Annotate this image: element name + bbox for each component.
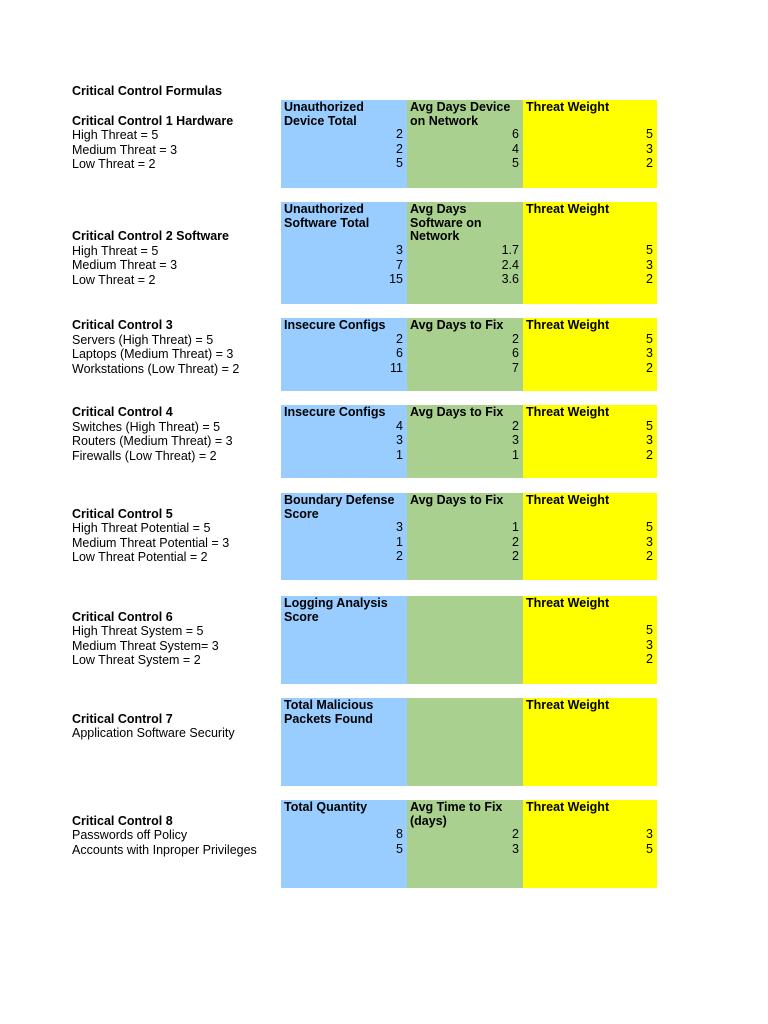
threat-line: Firewalls (Low Threat) = 2	[72, 448, 217, 463]
cell-value: 3	[646, 637, 653, 652]
column-values	[646, 127, 653, 171]
control-section-3	[0, 318, 768, 391]
cell-value: 1	[396, 534, 403, 549]
cell-value: 2	[396, 141, 403, 156]
cell-value: 7	[396, 257, 403, 272]
threat-weight-column	[523, 318, 657, 391]
column-values	[512, 827, 519, 856]
column-header	[284, 203, 404, 230]
column-header-line: Avg Days to Fix	[410, 493, 504, 507]
threat-line: Routers (Medium Threat) = 3	[72, 434, 233, 449]
column-values	[646, 827, 653, 856]
column-header-line: Threat Weight	[526, 318, 610, 332]
column-header-line: Total Malicious	[284, 698, 374, 712]
column-header-line: on Network	[410, 113, 479, 128]
cell-value: 4	[512, 141, 519, 156]
cell-value: 2	[396, 331, 403, 346]
column-values	[512, 127, 519, 171]
column-values	[512, 332, 519, 376]
column-header-line: Packets Found	[284, 711, 373, 726]
column-header-line: Threat Weight	[526, 202, 610, 216]
cell-value: 5	[646, 520, 653, 534]
column-header	[526, 801, 654, 815]
cell-value: 2	[396, 127, 403, 141]
column-header	[526, 101, 654, 115]
threat-line: Workstations (Low Threat) = 2	[72, 361, 240, 376]
column-header-line: Logging Analysis	[284, 596, 388, 610]
column-header	[526, 319, 654, 333]
column-header-line: Avg Days Device	[410, 100, 511, 114]
days-column	[407, 202, 523, 304]
column-values	[646, 623, 653, 667]
column-header-line: Threat Weight	[526, 800, 610, 814]
threat-line: Passwords off Policy	[72, 828, 188, 843]
days-column	[407, 698, 523, 786]
threat-weight-column	[523, 493, 657, 580]
control-heading: Critical Control 3	[72, 318, 173, 332]
cell-value: 3	[646, 827, 653, 841]
threat-weight-column	[523, 202, 657, 304]
control-label-block	[72, 405, 277, 463]
control-heading: Critical Control 4	[72, 405, 173, 419]
control-section-7	[0, 698, 768, 786]
threat-weight-column	[523, 405, 657, 478]
threat-line: Medium Threat = 3	[72, 258, 178, 273]
column-header-line: (days)	[410, 813, 447, 828]
cell-value: 3	[646, 534, 653, 549]
cell-value: 2	[646, 156, 653, 171]
threat-line: Low Threat = 2	[72, 272, 156, 287]
column-header	[410, 406, 520, 420]
column-values	[390, 332, 403, 376]
column-header-line: Software on	[410, 215, 482, 230]
column-header-line: Threat Weight	[526, 493, 610, 507]
column-header-line: Unauthorized	[284, 100, 364, 114]
cell-value: 5	[646, 418, 653, 433]
cell-value: 6	[512, 346, 519, 361]
column-header-line: Avg Days	[410, 202, 467, 216]
column-values	[389, 243, 403, 287]
control-section-1	[0, 100, 768, 188]
control-heading: Critical Control 6	[72, 609, 173, 624]
control-label-block	[72, 318, 277, 376]
column-header-line: Avg Days to Fix	[410, 318, 504, 332]
cell-value: 2	[646, 447, 653, 462]
metric-column	[281, 698, 407, 786]
cell-value: 2	[646, 652, 653, 667]
column-values	[512, 419, 519, 463]
cell-value: 5	[646, 243, 653, 257]
metric-column	[281, 800, 407, 888]
cell-value: 8	[396, 827, 403, 841]
column-header	[526, 494, 654, 508]
control-label-block	[72, 814, 277, 858]
threat-line: Laptops (Medium Threat) = 3	[72, 347, 234, 362]
cell-value: 3	[646, 346, 653, 361]
column-values	[396, 127, 403, 171]
column-header	[284, 406, 404, 420]
control-heading: Critical Control 8	[72, 813, 173, 828]
column-header-line: Score	[284, 506, 319, 521]
cell-value: 1.7	[501, 243, 519, 257]
threat-line: Low Threat = 2	[72, 157, 156, 172]
control-heading: Critical Control 1 Hardware	[72, 113, 234, 128]
column-header-line: Threat Weight	[526, 100, 610, 114]
threat-line: Switches (High Threat) = 5	[72, 419, 221, 434]
threat-weight-column	[523, 596, 657, 684]
cell-value: 2	[646, 272, 653, 287]
control-section-8	[0, 800, 768, 888]
cell-value: 11	[390, 360, 403, 375]
column-header-line: Avg Days to Fix	[410, 405, 504, 419]
threat-weight-column	[523, 800, 657, 888]
threat-line: Low Threat System = 2	[72, 653, 201, 668]
column-header	[410, 203, 520, 244]
column-header-line: Threat Weight	[526, 698, 610, 712]
column-header	[410, 494, 520, 508]
days-column	[407, 596, 523, 684]
cell-value: 3.6	[501, 272, 519, 287]
column-header	[284, 319, 404, 333]
column-header	[284, 101, 404, 128]
column-header	[526, 406, 654, 420]
cell-value: 2	[512, 331, 519, 346]
cell-value: 6	[512, 127, 519, 141]
threat-weight-column	[523, 100, 657, 188]
threat-line: Application Software Security	[72, 726, 235, 741]
column-header-line: Threat Weight	[526, 596, 610, 610]
column-values	[646, 419, 653, 463]
cell-value: 7	[512, 360, 519, 375]
control-heading: Critical Control 7	[72, 711, 173, 726]
control-section-2	[0, 202, 768, 304]
cell-value: 2	[646, 360, 653, 375]
control-section-6	[0, 596, 768, 684]
threat-line: Low Threat Potential = 2	[72, 550, 208, 565]
cell-value: 3	[396, 243, 403, 257]
metric-column	[281, 202, 407, 304]
column-header-line: Threat Weight	[526, 405, 610, 419]
cell-value: 2	[646, 549, 653, 564]
threat-line: High Threat Potential = 5	[72, 521, 211, 536]
column-header-line: Insecure Configs	[284, 405, 386, 419]
metric-column	[281, 405, 407, 478]
cell-value: 2	[512, 534, 519, 549]
cell-value: 3	[512, 841, 519, 856]
column-header-line: Network	[410, 229, 460, 243]
cell-value: 5	[396, 841, 403, 856]
column-header-line: Device Total	[284, 113, 357, 128]
column-header-line: Software Total	[284, 215, 370, 230]
cell-value: 5	[646, 841, 653, 856]
column-header-line: Avg Time to Fix	[410, 800, 503, 814]
column-header-line: Insecure Configs	[284, 318, 386, 332]
cell-value: 3	[646, 433, 653, 448]
column-values	[396, 827, 403, 856]
column-header	[410, 801, 520, 828]
threat-line: Servers (High Threat) = 5	[72, 332, 214, 347]
cell-value: 1	[512, 520, 519, 534]
column-header	[526, 203, 654, 217]
control-heading: Critical Control 2 Software	[72, 229, 229, 243]
column-header-line: Score	[284, 609, 319, 624]
threat-line: Medium Threat Potential = 3	[72, 535, 230, 550]
control-label-block	[72, 229, 277, 287]
column-header-line: Unauthorized	[284, 202, 364, 216]
control-section-5	[0, 493, 768, 580]
column-values	[646, 520, 653, 564]
control-label-block	[72, 114, 277, 172]
column-values	[396, 520, 403, 564]
control-label-block	[72, 610, 277, 668]
column-values	[646, 243, 653, 287]
page-title: Critical Control Formulas	[72, 84, 223, 98]
cell-value: 2	[512, 827, 519, 841]
cell-value: 3	[396, 433, 403, 448]
column-values	[396, 419, 403, 463]
threat-line: High Threat = 5	[72, 243, 159, 258]
column-header	[410, 101, 520, 128]
column-header	[284, 699, 404, 726]
threat-line: High Threat = 5	[72, 128, 159, 143]
cell-value: 2	[396, 549, 403, 564]
cell-value: 3	[646, 141, 653, 156]
column-values	[646, 332, 653, 376]
control-section-4	[0, 405, 768, 478]
column-header	[410, 319, 520, 333]
days-column	[407, 800, 523, 888]
cell-value: 5	[646, 127, 653, 141]
column-header	[284, 801, 404, 815]
cell-value: 2	[512, 418, 519, 433]
cell-value: 1	[512, 447, 519, 462]
days-column	[407, 405, 523, 478]
metric-column	[281, 493, 407, 580]
cell-value: 4	[396, 418, 403, 433]
cell-value: 6	[396, 346, 403, 361]
column-header-line: Boundary Defense	[284, 493, 395, 507]
column-header	[526, 597, 654, 611]
cell-value: 2	[512, 549, 519, 564]
days-column	[407, 100, 523, 188]
cell-value: 3	[396, 520, 403, 534]
days-column	[407, 318, 523, 391]
days-column	[407, 493, 523, 580]
cell-value: 15	[389, 272, 403, 287]
column-values	[512, 520, 519, 564]
metric-column	[281, 596, 407, 684]
cell-value: 1	[396, 447, 403, 462]
control-label-block	[72, 712, 277, 741]
cell-value: 5	[512, 156, 519, 171]
cell-value: 5	[646, 623, 653, 637]
cell-value: 5	[646, 331, 653, 346]
cell-value: 2.4	[501, 257, 519, 272]
column-header	[284, 494, 404, 521]
column-header-line: Total Quantity	[284, 800, 368, 814]
threat-line: Medium Threat System= 3	[72, 638, 219, 653]
control-heading: Critical Control 5	[72, 506, 173, 521]
column-header	[526, 699, 654, 713]
metric-column	[281, 100, 407, 188]
cell-value: 3	[646, 257, 653, 272]
column-values	[502, 243, 519, 287]
threat-line: Medium Threat = 3	[72, 142, 178, 157]
threat-weight-column	[523, 698, 657, 786]
cell-value: 5	[396, 156, 403, 171]
column-header	[284, 597, 404, 624]
threat-line: High Threat System = 5	[72, 624, 204, 639]
cell-value: 3	[512, 433, 519, 448]
control-label-block	[72, 507, 277, 565]
threat-line: Accounts with Inproper Privileges	[72, 842, 257, 857]
metric-column	[281, 318, 407, 391]
